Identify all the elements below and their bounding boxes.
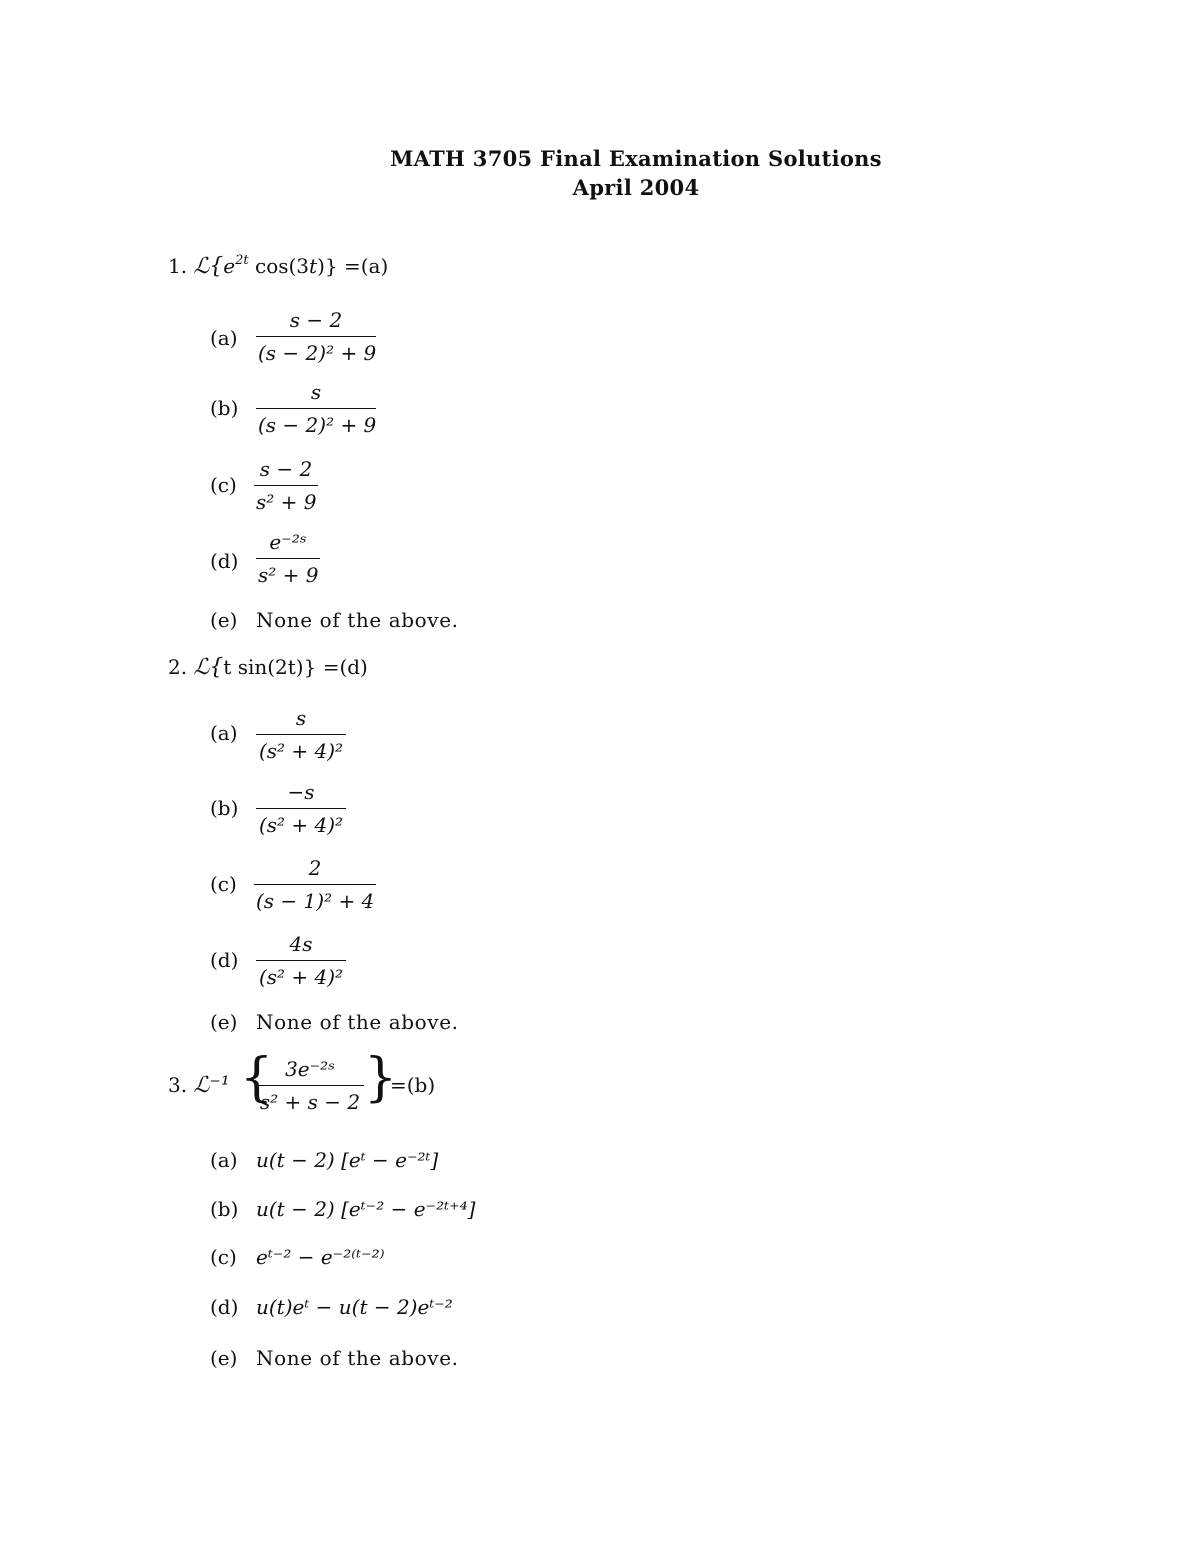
page-title: MATH 3705 Final Examination Solutions — [390, 146, 882, 171]
q3-option-d — [210, 1295, 453, 1319]
fraction-denominator: s² + 9 — [254, 485, 318, 514]
q2-option-a-label: (a) — [210, 721, 238, 745]
option-label: (e) — [210, 1346, 238, 1370]
fraction-denominator: (s² + 4)² — [256, 960, 346, 989]
q2-answer: } =(d) — [303, 655, 368, 679]
option-expression: eᵗ⁻² − e⁻²⁽ᵗ⁻²⁾ — [256, 1245, 385, 1269]
q3-answer: =(b) — [390, 1073, 436, 1097]
q3-option-e — [210, 1346, 459, 1370]
q2-option-e — [210, 1010, 459, 1034]
laplace-open: ℒ{ — [193, 655, 224, 680]
q1-e: e — [223, 254, 236, 278]
option-expression: u(t)eᵗ − u(t − 2)eᵗ⁻² — [256, 1295, 453, 1319]
q3-option-b — [210, 1197, 475, 1221]
question-3 — [168, 1073, 230, 1098]
fraction-denominator: s² + 9 — [256, 558, 320, 587]
option-label: (d) — [210, 1295, 239, 1319]
left-brace: { — [240, 1048, 274, 1108]
fraction-numerator: 3e⁻²ˢ — [285, 1057, 335, 1081]
q2-option-d-label: (d) — [210, 948, 239, 972]
inverse-laplace: ℒ⁻¹ — [193, 1073, 230, 1098]
q2-option-b-fraction — [256, 780, 346, 837]
option-label: (a) — [210, 1148, 238, 1172]
option-label: (e) — [210, 608, 238, 632]
q1-option-d-label: (d) — [210, 549, 239, 573]
q2-option-c-fraction — [254, 856, 376, 913]
option-label: (b) — [210, 1197, 239, 1221]
fraction-numerator: 4s — [289, 932, 313, 956]
q2-option-b-label: (b) — [210, 796, 239, 820]
question-2 — [168, 655, 368, 680]
q1-option-d-fraction — [256, 530, 320, 587]
fraction-numerator: s − 2 — [259, 457, 313, 481]
q3-option-a — [210, 1148, 438, 1172]
page-subtitle-date: April 2004 — [572, 175, 700, 200]
q1-option-b-fraction — [256, 380, 376, 437]
fraction-denominator: s² + s − 2 — [256, 1085, 364, 1114]
question-1 — [168, 254, 388, 279]
fraction-denominator: (s − 2)² + 9 — [256, 336, 376, 365]
option-text: None of the above. — [256, 1346, 459, 1370]
fraction-numerator: −s — [287, 780, 315, 804]
option-text: None of the above. — [256, 608, 459, 632]
q1-t: t — [309, 254, 318, 278]
q1-option-e — [210, 608, 459, 632]
q1-option-b-label: (b) — [210, 396, 239, 420]
q3-option-c — [210, 1245, 385, 1269]
option-text: None of the above. — [256, 1010, 459, 1034]
question-number: 2. — [168, 655, 188, 679]
question-number: 1. — [168, 254, 188, 278]
fraction-numerator: s — [310, 380, 322, 404]
fraction-denominator: (s² + 4)² — [256, 734, 346, 763]
q1-option-c-label: (c) — [210, 473, 237, 497]
q2-body: t sin(2t) — [223, 655, 304, 679]
fraction-numerator: s − 2 — [289, 308, 343, 332]
q1-exponent: 2t — [235, 253, 249, 268]
fraction-numerator: e⁻²ˢ — [269, 530, 307, 554]
laplace-open: ℒ{ — [193, 254, 224, 279]
question-number: 3. — [168, 1073, 188, 1097]
q1-func: cos(3 — [248, 254, 310, 278]
q1-option-a-fraction — [256, 308, 376, 365]
option-label: (e) — [210, 1010, 238, 1034]
fraction-denominator: (s² + 4)² — [256, 808, 346, 837]
option-expression: u(t − 2) [eᵗ⁻² − e⁻²ᵗ⁺⁴] — [256, 1197, 476, 1221]
fraction-numerator: s — [295, 706, 307, 730]
fraction-numerator: 2 — [308, 856, 322, 880]
option-expression: u(t − 2) [eᵗ − e⁻²ᵗ] — [256, 1148, 439, 1172]
right-brace: } — [364, 1048, 398, 1108]
option-label: (c) — [210, 1245, 237, 1269]
fraction-denominator: (s − 2)² + 9 — [256, 408, 376, 437]
q1-answer: )} =(a) — [317, 254, 389, 278]
q2-option-c-label: (c) — [210, 872, 237, 896]
q2-option-d-fraction — [256, 932, 346, 989]
q3-fraction — [256, 1057, 364, 1114]
fraction-denominator: (s − 1)² + 4 — [254, 884, 376, 913]
q2-option-a-fraction — [256, 706, 346, 763]
q1-option-c-fraction — [254, 457, 318, 514]
q1-option-a-label: (a) — [210, 326, 238, 350]
